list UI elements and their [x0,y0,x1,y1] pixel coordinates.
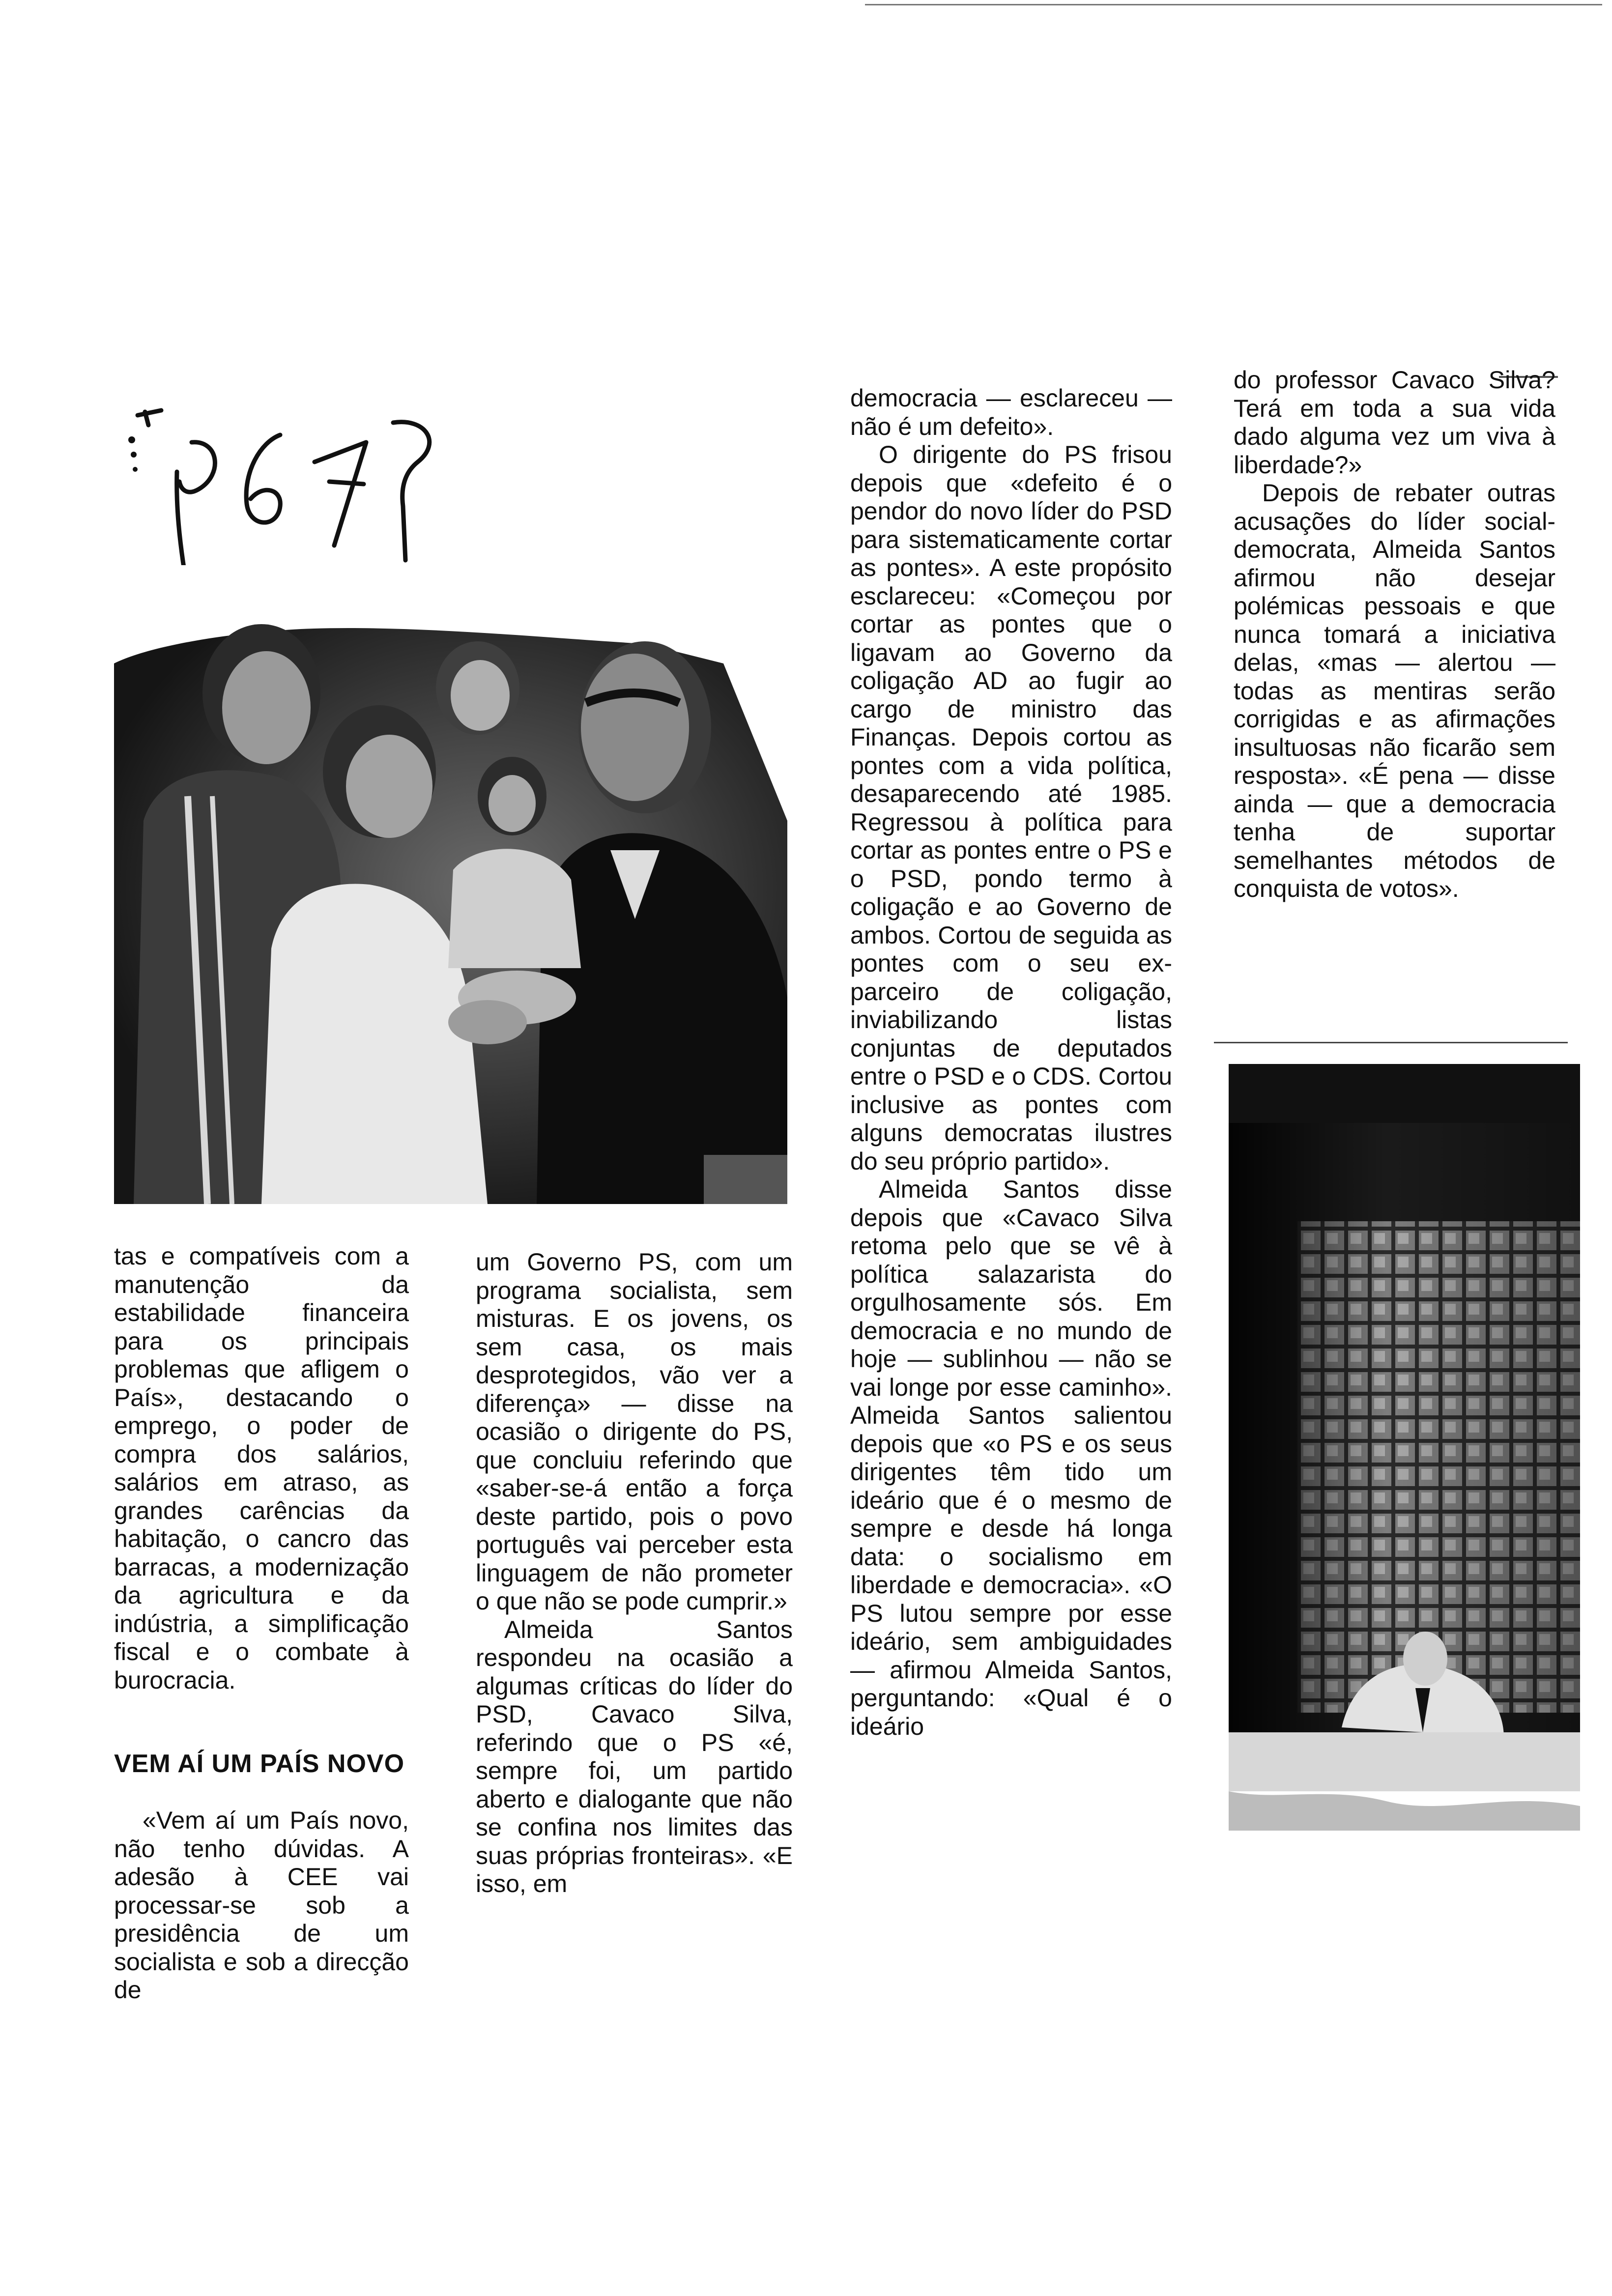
scan-line [865,4,1602,5]
column-2-paragraph: um Governo PS, com um programa socialista, sem misturas. E os jovens, os sem casa, os mais desprotegidos, vão ver a diferença» — disse na ocasião o dirigente do PS, que concluiu referindo que «saber-se-á então a força deste partido, pois o povo português vai perceber esta linguagem de não prometer o que não se pode cumprir.» [476,1248,793,1615]
section-heading: VEM AÍ UM PAÍS NOVO [114,1750,405,1778]
article-photo-group [114,565,787,1204]
column-3 [850,384,1172,1741]
handwritten-annotation-drawing [118,388,452,595]
article-photo-drawing [114,565,787,1204]
column-3-paragraph: Almeida Santos disse depois que «Cavaco Silva retoma pelo que se vê à política salazarista do orgulhosamente sós. Em democracia e no mundo de hoje — sublinhou — não se vai longe por esse caminho». Almeida Santos salientou depois que «o PS e os seus dirigentes têm tido um ideário que é o mesmo de sempre e desde há longa data: o socialismo em liberdade e democracia». «O PS lutou sempre por esse ideário, sem ambiguidades — afirmou Almeida Santos, perguntando: «Qual é o ideário [850,1176,1172,1740]
column-rule [1214,1042,1568,1043]
column-3-paragraph: democracia — esclareceu — não é um defeito». [850,384,1172,440]
column-1-paragraph: tas e compatíveis com a manutenção da estabilidade financeira para os principais problemas que afligem o País», destacando o emprego, o poder de compra dos salários, salários em atraso, as grandes carências da habitação, o cancro das barracas, a modernização da agricultura e da indústria, a simplificação fiscal e o combate à burocracia. [114,1242,409,1694]
column-2 [476,1248,793,1898]
secondary-photo-drawing [1229,1064,1580,1875]
column-4-paragraph: Depois de rebater outras acusações do líder social-democrata, Almeida Santos afirmou não desejar polémicas pessoais e que nunca tomará a iniciativa delas, «mas — alertou — todas as mentiras serão corrigidas e as afirmações insultuosas não ficarão sem resposta». «É pena — disse ainda — que a democracia tenha de suportar semelhantes métodos de conquista de votos». [1234,479,1555,902]
column-1-paragraph: «Vem aí um País novo, não tenho dúvidas. A adesão à CEE vai processar-se sob a presidência de um socialista e sob a direcção de [114,1807,409,2004]
secondary-photo-group [1229,1064,1580,1875]
handwritten-annotation [118,388,452,595]
column-2-paragraph: Almeida Santos respondeu na ocasião a algumas críticas do líder do PSD, Cavaco Silva, referindo que o PS «é, sempre foi, um partido aberto e dialogante que não se confina nos limites das suas próprias fronteiras». «E isso, em [476,1615,793,1897]
column-4 [1234,366,1555,903]
column-3-paragraph: O dirigente do PS frisou depois que «defeito é o pendor do novo líder do PSD para sistematicamente cortar as pontes». A este propósito esclareceu: «Começou por cortar as pontes que o ligavam ao Governo da coligação AD ao fugir ao cargo de ministro das Finanças. Depois cortou as pontes com a vida política, desaparecendo até 1985. Regressou à política para cortar as pontes entre o PS e o PSD, pondo termo à coligação e ao Governo de ambos. Cortou de seguida as pontes com o seu ex-parceiro de coligação, inviabilizando listas conjuntas de deputados entre o PSD e o CDS. Cortou inclusive as pontes com alguns democratas ilustres do seu próprio partido». [850,441,1172,1175]
column-4-paragraph: do professor Cavaco Silva? Terá em toda a sua vida dado alguma vez um viva à liberdade?» [1234,366,1555,479]
column-1 [114,1242,409,2005]
